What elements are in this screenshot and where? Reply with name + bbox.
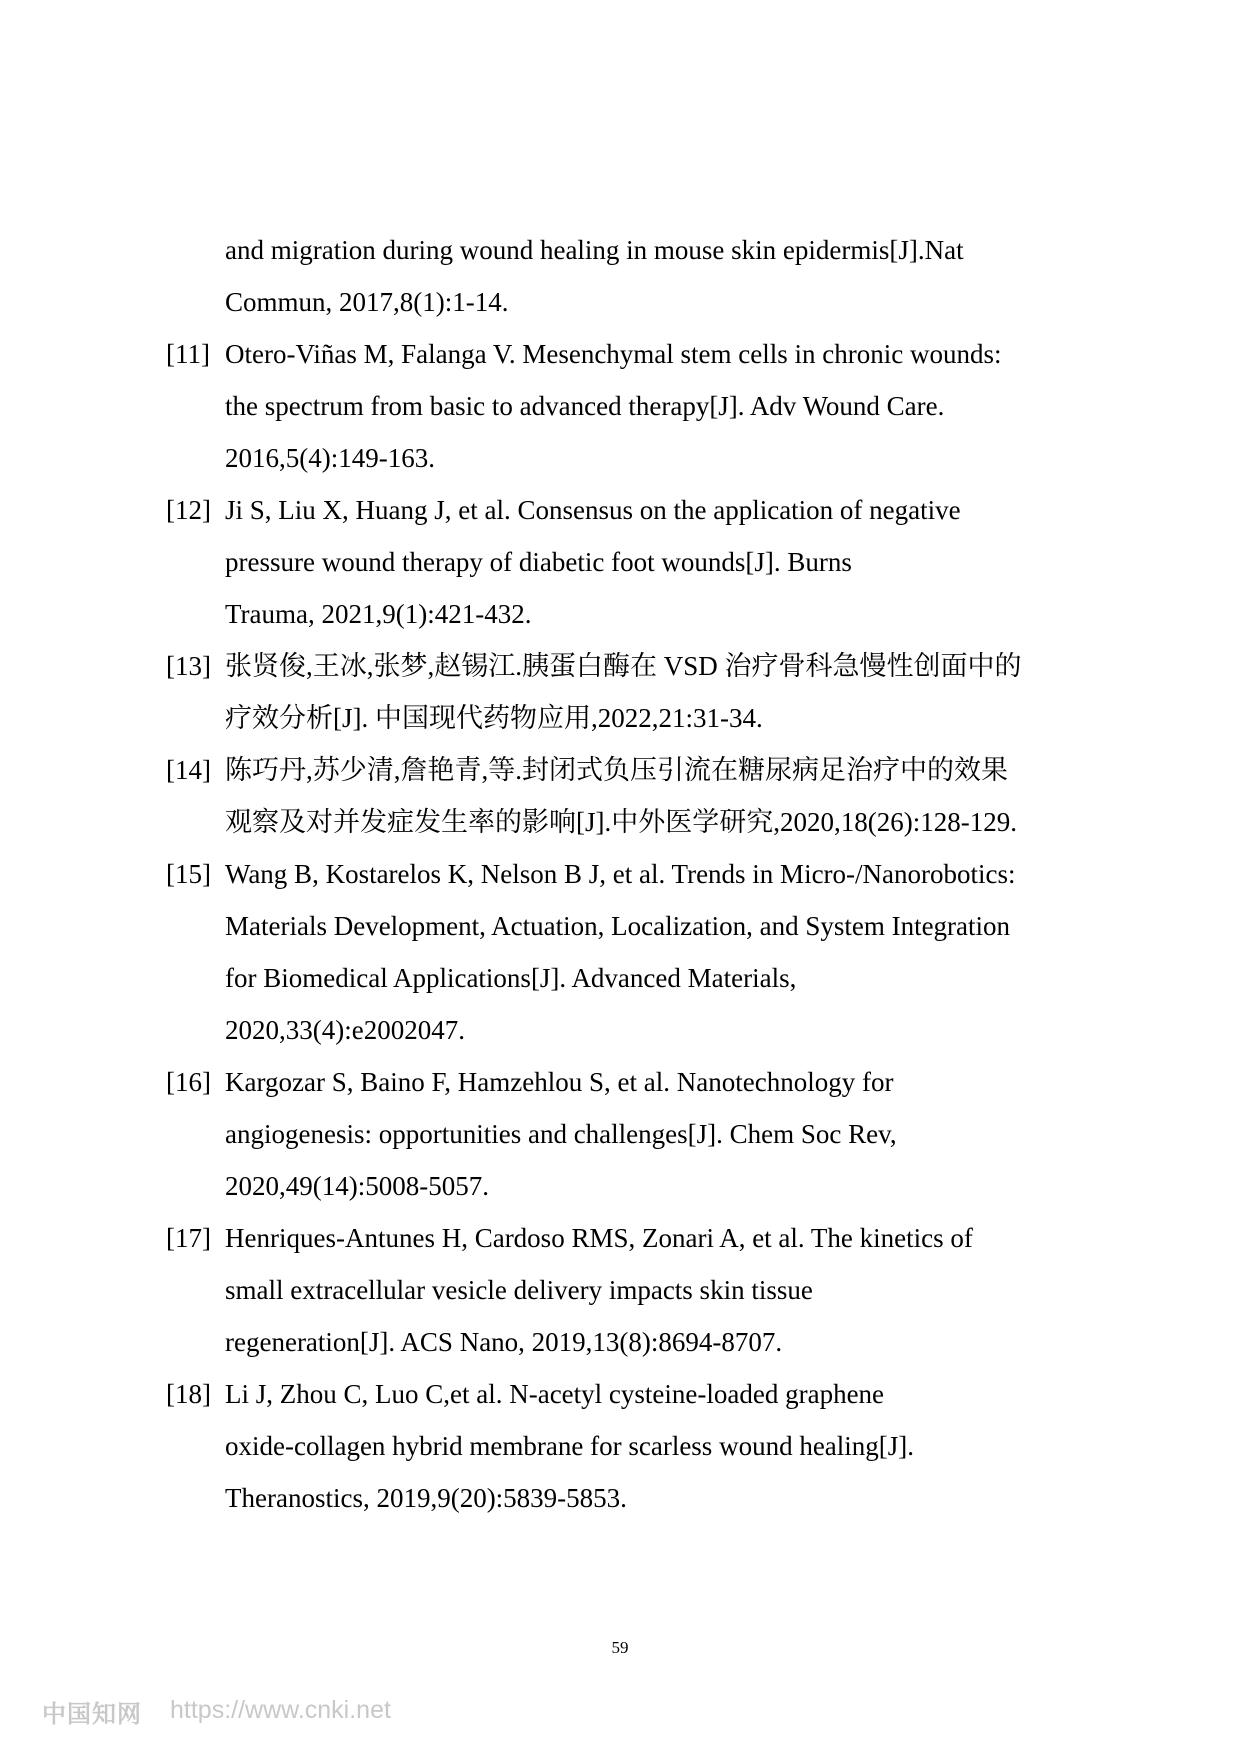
- reference-line: Ji S, Liu X, Huang J, et al. Consensus on the application of negative: [225, 495, 961, 525]
- reference-line: 观察及对并发症发生率的影响[J].中外医学研究,2020,18(26):128-129.: [225, 807, 1017, 837]
- reference-line: 陈巧丹,苏少清,詹艳青,等.封闭式负压引流在糖尿病足治疗中的效果: [225, 755, 1008, 785]
- reference-line: and migration during wound healing in mouse skin epidermis[J].Nat: [225, 235, 964, 265]
- reference-line: 2016,5(4):149-163.: [225, 443, 435, 473]
- reference-line: Materials Development, Actuation, Localization, and System Integration: [225, 911, 1011, 941]
- reference-line: Trauma, 2021,9(1):421-432.: [225, 599, 532, 629]
- reference-line: Kargozar S, Baino F, Hamzehlou S, et al. Nanotechnology for: [225, 1067, 894, 1097]
- reference-line: regeneration[J]. ACS Nano, 2019,13(8):8694-8707.: [225, 1327, 783, 1357]
- page-number: 59: [611, 1638, 629, 1657]
- reference-number: [15]: [166, 859, 211, 889]
- reference-line: for Biomedical Applications[J]. Advanced Materials,: [225, 963, 797, 993]
- reference-line: 2020,33(4):e2002047.: [225, 1015, 465, 1045]
- reference-line: angiogenesis: opportunities and challenges[J]. Chem Soc Rev,: [225, 1119, 897, 1149]
- reference-number: [16]: [166, 1067, 211, 1097]
- reference-number: [18]: [166, 1379, 211, 1409]
- reference-line: 张贤俊,王冰,张梦,赵锡江.胰蛋白酶在 VSD 治疗骨科急慢性创面中的: [225, 651, 1022, 681]
- footer-url[interactable]: https://www.cnki.net: [170, 1696, 391, 1724]
- reference-number: [12]: [166, 495, 211, 525]
- reference-line: 2020,49(14):5008-5057.: [225, 1171, 489, 1201]
- reference-number: [11]: [166, 339, 210, 369]
- reference-line: Henriques-Antunes H, Cardoso RMS, Zonari A, et al. The kinetics of: [225, 1223, 973, 1253]
- reference-number: [14]: [166, 755, 211, 785]
- reference-line: Commun, 2017,8(1):1-14.: [225, 287, 509, 317]
- reference-line: oxide-collagen hybrid membrane for scarless wound healing[J].: [225, 1431, 915, 1461]
- reference-line: Otero-Viñas M, Falanga V. Mesenchymal stem cells in chronic wounds:: [225, 339, 1002, 369]
- reference-number: [13]: [166, 651, 211, 681]
- reference-line: Li J, Zhou C, Luo C,et al. N-acetyl cysteine-loaded graphene: [225, 1379, 885, 1409]
- reference-line: small extracellular vesicle delivery impacts skin tissue: [225, 1275, 813, 1305]
- reference-line: Theranostics, 2019,9(20):5839-5853.: [225, 1483, 627, 1513]
- reference-line: 疗效分析[J]. 中国现代药物应用,2022,21:31-34.: [225, 703, 763, 733]
- reference-line: Wang B, Kostarelos K, Nelson B J, et al. Trends in Micro-/Nanorobotics:: [225, 859, 1016, 889]
- reference-number: [17]: [166, 1223, 211, 1253]
- reference-line: the spectrum from basic to advanced therapy[J]. Adv Wound Care.: [225, 391, 945, 421]
- cnki-logo: 中国知网: [42, 1700, 142, 1728]
- reference-line: pressure wound therapy of diabetic foot wounds[J]. Burns: [225, 547, 852, 577]
